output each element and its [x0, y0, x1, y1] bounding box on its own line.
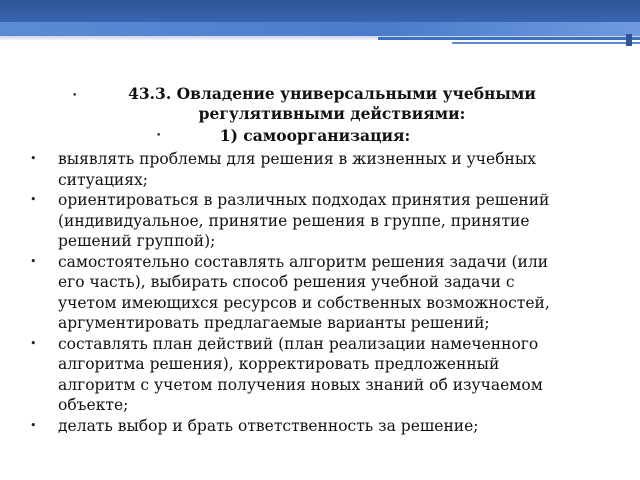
list-item	[28, 334, 618, 416]
list-item-line: составлять план действий (план реализации намеченного	[58, 334, 539, 353]
list-item	[28, 416, 618, 437]
list-item-line: алгоритм с учетом получения новых знаний об изучаемом	[58, 375, 543, 394]
bullet-icon: •	[30, 152, 37, 165]
bullet-icon: •	[30, 254, 37, 268]
header-light-stripe	[0, 22, 640, 36]
bullet-icon: •	[30, 193, 37, 206]
list-item-line: ориентироваться в различных подходах принятия решений	[58, 191, 550, 209]
header-dark-stripe	[0, 0, 640, 22]
list-item-line: (индивидуальное, принятие решения в группе, принятие	[58, 211, 530, 230]
bullet-icon: •	[30, 418, 37, 432]
subheading-bullet-icon: •	[156, 131, 162, 141]
slide-header-band	[0, 0, 640, 46]
header-accent-mark	[626, 34, 632, 46]
list-item	[28, 252, 618, 334]
slide-title-line-1: 43.3. Овладение универсальными учебными	[128, 84, 536, 103]
list-item-line: ситуациях;	[58, 170, 148, 189]
heading-bullet-icon: •	[72, 91, 78, 101]
header-accent-line	[378, 37, 640, 40]
list-item-line: его часть), выбирать способ решения учебной задачи с	[58, 273, 515, 291]
list-item-line: выявлять проблемы для решения в жизненных и учебных	[58, 150, 536, 168]
list-item-line: решений группой);	[58, 232, 216, 250]
bullet-icon: •	[30, 336, 37, 350]
list-item	[28, 190, 618, 252]
slide-subtitle: 1) самоорганизация:	[219, 126, 411, 145]
slide-title-line-2: регулятивными действиями:	[198, 104, 466, 123]
slide-title	[62, 84, 602, 124]
list-item-line: учетом имеющихся ресурсов и собственных возможностей,	[58, 293, 550, 312]
list-item	[28, 149, 618, 190]
header-accent-line-thin	[452, 42, 640, 44]
list-item-line: аргументировать предлагаемые варианты решений;	[58, 314, 490, 332]
list-item-line: самостоятельно составлять алгоритм решения задачи (или	[58, 252, 549, 271]
bullet-list	[28, 149, 618, 436]
list-item-line: делать выбор и брать ответственность за решение;	[58, 416, 479, 435]
list-item-line: объекте;	[58, 396, 129, 414]
list-item-line: алгоритма решения), корректировать предложенный	[58, 355, 500, 373]
